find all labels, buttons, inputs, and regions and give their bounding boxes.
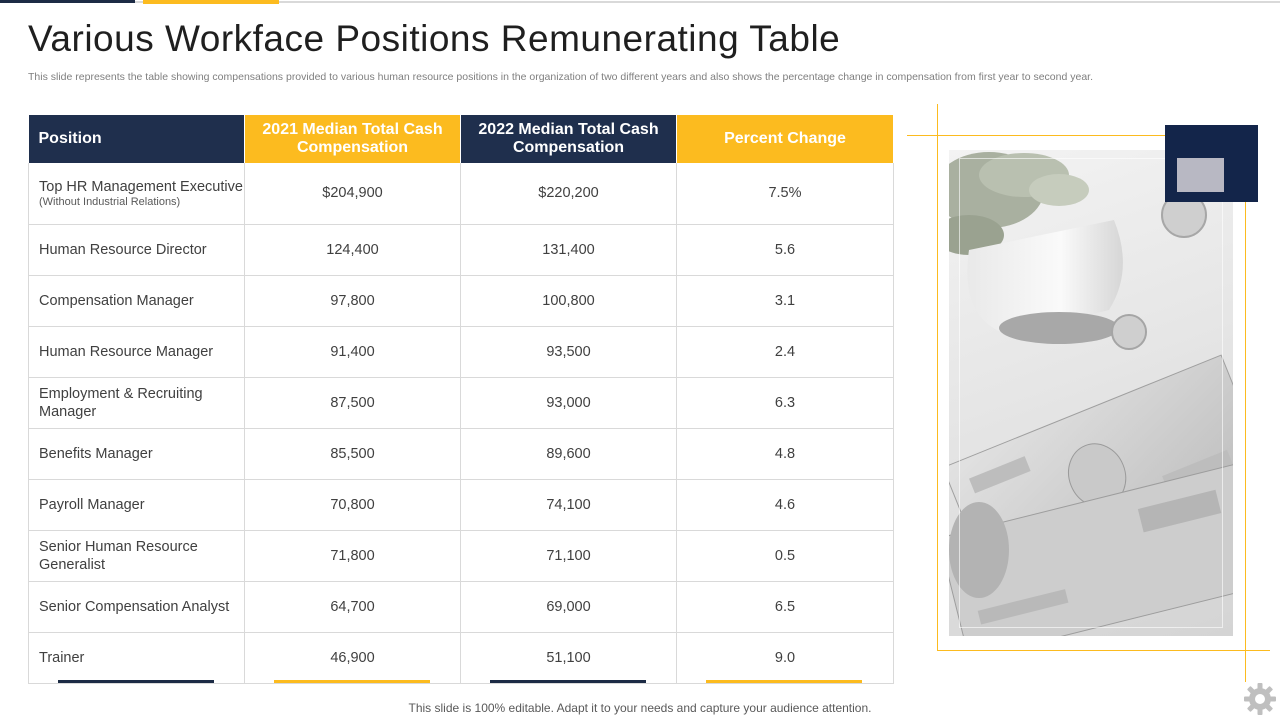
top-accent-bar	[0, 0, 1280, 4]
slide-subtitle: This slide represents the table showing compensations provided to various human resource positions in the organization of two different years and also shows the percentage change in compensation from first year to second year.	[28, 71, 1093, 83]
value-2022-cell: 89,600	[461, 428, 677, 479]
value-2022-cell: 100,800	[461, 275, 677, 326]
percent-change-cell: 7.5%	[677, 163, 894, 224]
value-2022-cell: 69,000	[461, 581, 677, 632]
compensation-table	[28, 115, 894, 684]
slide-footer: This slide is 100% editable. Adapt it to your needs and capture your audience attention.	[408, 701, 872, 715]
table-row	[29, 581, 894, 632]
position-cell: Trainer	[29, 632, 245, 683]
top-accent-gold	[143, 0, 279, 4]
position-cell: Human Resource Director	[29, 224, 245, 275]
decor-line-left	[937, 104, 938, 651]
column-underline-navy	[58, 680, 214, 683]
value-2021-cell: 97,800	[245, 275, 461, 326]
position-cell: Human Resource Manager	[29, 326, 245, 377]
table-row	[29, 479, 894, 530]
percent-change-cell: 2.4	[677, 326, 894, 377]
value-2021-cell: 91,400	[245, 326, 461, 377]
percent-change-cell: 9.0	[677, 632, 894, 683]
position-label: Top HR Management Executive	[39, 178, 243, 195]
percent-change-cell: 5.6	[677, 224, 894, 275]
table-row	[29, 377, 894, 428]
percent-change-cell: 4.6	[677, 479, 894, 530]
value-2021-cell: 64,700	[245, 581, 461, 632]
slide-title: Various Workface Positions Remunerating Table	[28, 18, 841, 59]
table-row	[29, 224, 894, 275]
position-note: (Without Industrial Relations)	[39, 195, 181, 208]
value-2022-cell: 93,500	[461, 326, 677, 377]
percent-change-cell: 3.1	[677, 275, 894, 326]
value-2021-cell: 70,800	[245, 479, 461, 530]
value-2021-cell: 85,500	[245, 428, 461, 479]
value-2021-cell: 124,400	[245, 224, 461, 275]
photo-frame-overlay	[959, 158, 1223, 628]
table-row	[29, 632, 894, 683]
percent-change-cell: 6.5	[677, 581, 894, 632]
column-underline-navy	[490, 680, 646, 683]
table-row	[29, 275, 894, 326]
position-cell: Benefits Manager	[29, 428, 245, 479]
percent-change-cell: 4.8	[677, 428, 894, 479]
table-header-row	[29, 115, 894, 163]
percent-change-cell: 6.3	[677, 377, 894, 428]
value-2022-cell: $220,200	[461, 163, 677, 224]
decor-line-right	[1245, 152, 1246, 682]
decor-small-navy-square	[1234, 192, 1258, 202]
decor-line-bottom	[937, 650, 1270, 651]
table-row	[29, 163, 894, 224]
header-2021: 2021 Median Total Cash Compensation	[245, 115, 461, 163]
value-2022-cell: 71,100	[461, 530, 677, 581]
gear-icon[interactable]	[1243, 682, 1277, 716]
position-cell: Payroll Manager	[29, 479, 245, 530]
position-cell	[29, 163, 245, 224]
column-underline-gold	[274, 680, 430, 683]
decor-gray-square	[1177, 158, 1224, 192]
header-2022: 2022 Median Total Cash Compensation	[461, 115, 677, 163]
table-row	[29, 530, 894, 581]
money-photo	[949, 150, 1233, 636]
top-accent-navy	[0, 0, 135, 3]
position-cell: Employment & Recruiting Manager	[29, 377, 245, 428]
table-row	[29, 326, 894, 377]
position-cell: Compensation Manager	[29, 275, 245, 326]
table-row	[29, 428, 894, 479]
value-2021-cell: 87,500	[245, 377, 461, 428]
value-2021-cell: 71,800	[245, 530, 461, 581]
header-percent-change: Percent Change	[677, 115, 894, 163]
column-underline-gold	[706, 680, 862, 683]
value-2021-cell: 46,900	[245, 632, 461, 683]
position-cell: Senior Human Resource Generalist	[29, 530, 245, 581]
value-2022-cell: 51,100	[461, 632, 677, 683]
value-2022-cell: 131,400	[461, 224, 677, 275]
position-cell: Senior Compensation Analyst	[29, 581, 245, 632]
value-2022-cell: 93,000	[461, 377, 677, 428]
value-2022-cell: 74,100	[461, 479, 677, 530]
percent-change-cell: 0.5	[677, 530, 894, 581]
value-2021-cell: $204,900	[245, 163, 461, 224]
header-position: Position	[29, 115, 245, 163]
